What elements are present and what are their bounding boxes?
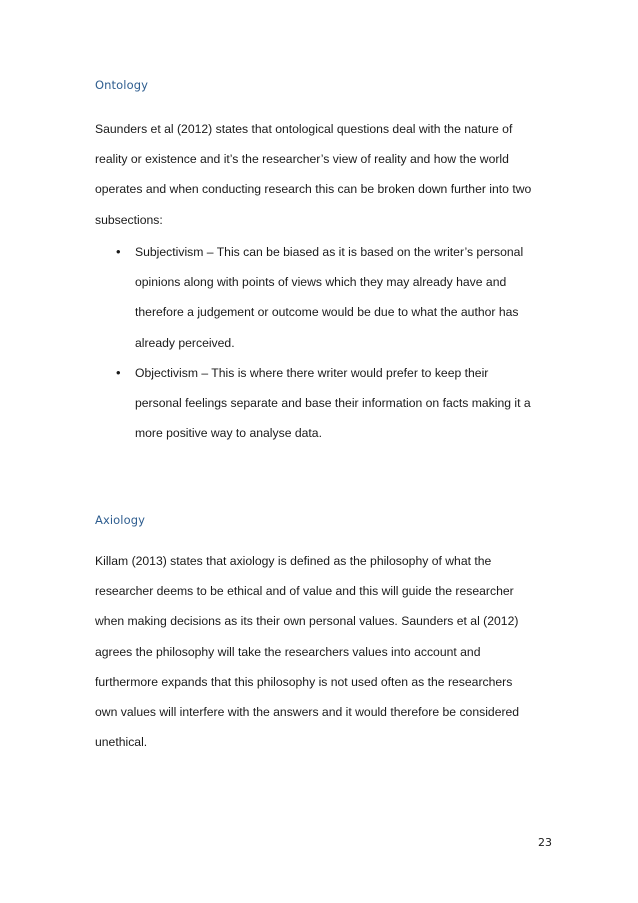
paragraph-line: subsections: [95,212,163,227]
paragraph-line: Killam (2013) states that axiology is defined as the philosophy of what the [95,554,492,568]
bullet-line: Objectivism – This is where there writer would prefer to keep their [135,365,489,380]
bullet-line: more positive way to analyse data. [135,426,322,441]
paragraph-line: operates and when conducting research this can be broken down further into two [95,182,532,197]
axiology-paragraph [95,546,555,757]
bullet-dot-icon: • [116,364,121,380]
paragraph-line: furthermore expands that this philosophy is not used often as the researchers [95,674,513,689]
paragraph-line: own values will interfere with the answers and it would therefore be considered [95,705,520,720]
bullet-line: already perceived. [135,335,235,350]
ontology-bullet-list [95,237,555,448]
ontology-heading: Ontology [95,78,149,92]
paragraph-line: researcher deems to be ethical and of value and this will guide the researcher [95,584,514,599]
bullet-item-objectivism [95,358,555,449]
paragraph-line: Saunders et al (2012) states that ontological questions deal with the nature of [95,122,513,136]
paragraph-line: reality or existence and it’s the researcher’s view of reality and how the world [95,152,509,167]
page-number: 23 [538,836,552,849]
paragraph-line: when making decisions as its their own personal values. Saunders et al (2012) [95,614,519,629]
bullet-line: Subjectivism – This can be biased as it is based on the writer’s personal [135,245,524,259]
bullet-line: personal feelings separate and base their information on facts making it a [135,396,531,411]
ontology-paragraph [95,114,555,235]
bullet-dot-icon: • [116,244,121,259]
paragraph-line: unethical. [95,735,148,750]
bullet-line: opinions along with points of views which they may already have and [135,275,507,290]
paragraph-line: agrees the philosophy will take the researchers values into account and [95,644,481,659]
axiology-heading: Axiology [95,513,146,527]
bullet-item-subjectivism [95,237,555,358]
bullet-line: therefore a judgement or outcome would be due to what the author has [135,305,519,320]
